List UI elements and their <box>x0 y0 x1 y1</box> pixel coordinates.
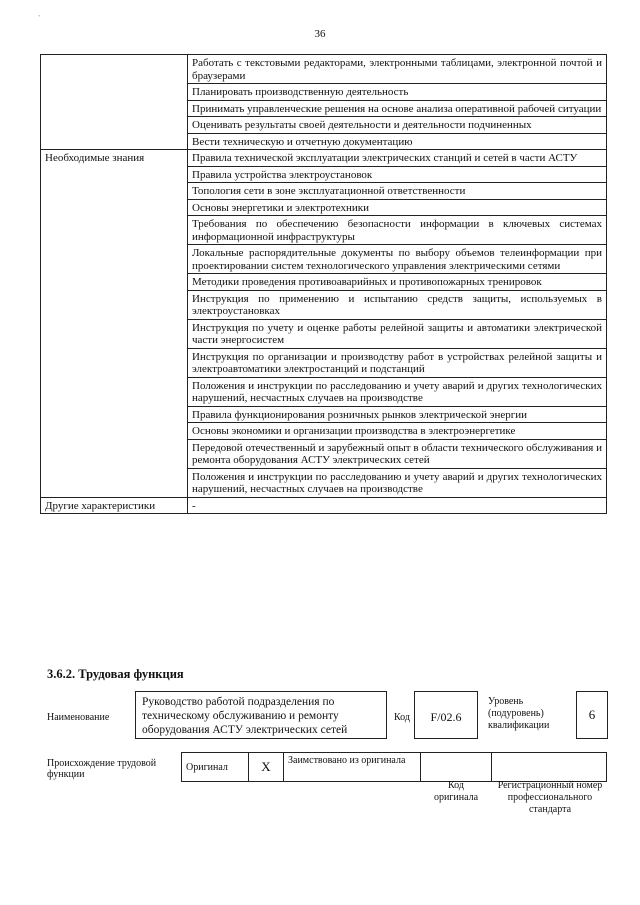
table-row <box>41 133 607 150</box>
row-text: Инструкция по учету и оценке работы релейной защиты и автоматики электрической части энергосистем <box>188 319 607 348</box>
row-text: Правила устройства электроустановок <box>188 166 607 183</box>
table-row <box>41 348 607 377</box>
row-text: Оценивать результаты своей деятельности и деятельности подчиненных <box>188 117 607 134</box>
table-row <box>41 377 607 406</box>
table-row <box>41 290 607 319</box>
table-row <box>41 406 607 423</box>
row-label <box>41 377 188 406</box>
level-label-text: Уровень (подуровень) квалификации <box>488 696 550 731</box>
table-row <box>41 468 607 497</box>
other-label: Другие характеристики <box>41 497 188 514</box>
row-label <box>41 216 188 245</box>
row-text: Топология сети в зоне эксплуатационной ответственности <box>188 183 607 200</box>
row-label <box>41 319 188 348</box>
borrowed-cell: Заимствовано из оригинала <box>284 753 421 782</box>
row-label <box>41 100 188 117</box>
original-mark-cell: X <box>249 753 284 782</box>
row-text: Положения и инструкции по расследованию и учету аварий и других технологических нарушений, несчастных случаев на производстве <box>188 468 607 497</box>
original-cell <box>182 753 249 782</box>
origin-label: Происхождение трудовой функции <box>47 758 157 780</box>
code-label: Код <box>394 712 410 723</box>
row-label <box>41 423 188 440</box>
other-text: - <box>188 497 607 514</box>
reg-num-cell <box>492 753 607 782</box>
table-row <box>41 166 607 183</box>
orig-code-caption: Код оригинала <box>433 780 479 803</box>
origin-table <box>181 752 607 782</box>
table-row <box>41 183 607 200</box>
row-label <box>41 183 188 200</box>
row-text: Планировать производственную деятельность <box>188 84 607 101</box>
row-label <box>41 199 188 216</box>
row-label <box>41 274 188 291</box>
row-label <box>41 166 188 183</box>
row-label <box>41 468 188 497</box>
table-row <box>41 117 607 134</box>
table-row <box>41 319 607 348</box>
table-row-other <box>41 497 607 514</box>
row-text: Вести техническую и отчетную документацию <box>188 133 607 150</box>
row-label: Необходимые знания <box>41 150 188 167</box>
row-text: Инструкция по применению и испытанию средств защиты, используемых в электроустановках <box>188 290 607 319</box>
row-label <box>41 439 188 468</box>
row-label <box>41 55 188 84</box>
row-text: Работать с текстовыми редакторами, электронными таблицами, электронной почтой и браузерами <box>188 55 607 84</box>
table-row <box>41 245 607 274</box>
row-text: Требования по обеспечению безопасности информации в ключевых системах информационной инфраструктуры <box>188 216 607 245</box>
table-row <box>41 100 607 117</box>
orig-code-cell <box>421 753 492 782</box>
row-label <box>41 133 188 150</box>
original-label: Оригинал <box>186 761 228 773</box>
row-label <box>41 84 188 101</box>
row-text: Положения и инструкции по расследованию и учету аварий и других технологических нарушений, несчастных случаев на производстве <box>188 377 607 406</box>
table-row <box>41 199 607 216</box>
row-label <box>41 348 188 377</box>
reg-num-caption: Регистрационный номер профессионального стандарта <box>497 780 603 815</box>
table-row <box>41 55 607 84</box>
table-row <box>41 274 607 291</box>
row-text: Правила функционирования розничных рынков электрической энергии <box>188 406 607 423</box>
row-label <box>41 245 188 274</box>
page-number: 36 <box>314 28 326 40</box>
function-name-box: Руководство работой подразделения по техническому обслуживанию и ремонту оборудования АСТУ электрических сетей <box>135 691 387 739</box>
table-row <box>41 423 607 440</box>
row-label <box>41 117 188 134</box>
row-text: Передовой отечественный и зарубежный опыт в области технического обслуживания и ремонта оборудования АСТУ электрических сетей <box>188 439 607 468</box>
corner-mark: ` <box>38 14 41 23</box>
row-text: Инструкция по организации и производству работ в устройствах релейной защиты и электроавтоматики электростанций и подстанций <box>188 348 607 377</box>
row-text: Основы энергетики и электротехники <box>188 199 607 216</box>
row-text: Основы экономики и организации производства в электроэнергетике <box>188 423 607 440</box>
row-label <box>41 290 188 319</box>
table-row <box>41 84 607 101</box>
row-text: Локальные распорядительные документы по выбору объемов телеинформации при проектировании систем технологического управления электрическими сетями <box>188 245 607 274</box>
row-text: Правила технической эксплуатации электрических станций и сетей в части АСТУ <box>188 150 607 167</box>
name-label: Наименование <box>47 712 110 723</box>
table-row <box>41 150 607 167</box>
table-row <box>41 439 607 468</box>
level-value-box: 6 <box>576 691 608 739</box>
level-label <box>488 696 568 732</box>
row-text: Принимать управленческие решения на основе анализа оперативной рабочей ситуации <box>188 100 607 117</box>
skills-knowledge-table <box>40 54 607 514</box>
row-label <box>41 406 188 423</box>
table-row <box>41 216 607 245</box>
row-text: Методики проведения противоаварийных и противопожарных тренировок <box>188 274 607 291</box>
section-heading: 3.6.2. Трудовая функция <box>47 667 184 681</box>
code-value-box: F/02.6 <box>414 691 478 739</box>
